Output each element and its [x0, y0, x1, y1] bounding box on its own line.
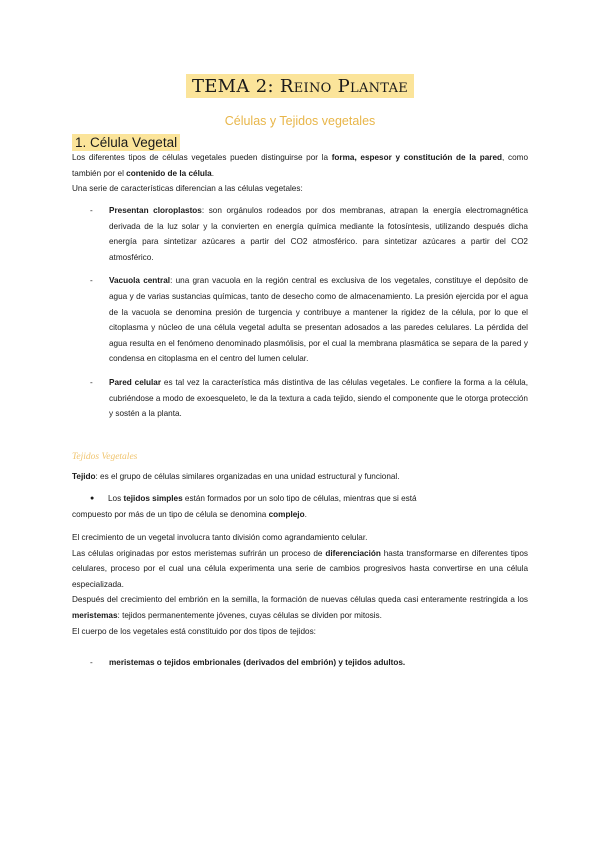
text-run: hasta transformarse en diferentes tipos celulares, proceso por el cual una célula experimenta una serie de cambios progresivos hasta convertirse en una célula especializada. [72, 548, 529, 589]
bullet-marker: ● [90, 495, 95, 502]
list-item-text [109, 276, 528, 363]
bold-text-run: Presentan cloroplastos [109, 206, 202, 215]
bold-text-run: Vacuola central [109, 276, 171, 286]
intro-block [72, 150, 528, 197]
crecimiento-block [72, 530, 528, 639]
section-heading-tejidos: Tejidos Vegetales [72, 452, 138, 462]
paragraph-crecimiento [72, 530, 528, 546]
dash-marker: - [90, 377, 93, 387]
text-run: Después del crecimiento del embrión en la semilla, la formación de nuevas células queda casi enteramente restringida a los [72, 595, 528, 605]
section-heading-celula-vegetal: 1. Célula Vegetal [72, 134, 180, 151]
list-item-text [109, 658, 405, 667]
tejidos-simples-text [108, 494, 417, 503]
page-subtitle: Células y Tejidos vegetales [224, 114, 376, 128]
text-run: : una gran vacuola en la región central es exclusiva de los vegetales, constituye el depósito de agua y de varias sustancias químicas, tanto de desecho como de almacenamiento. La presión ejercida por el agua de la vacuola se denomina presión de turgencia y contribuye a mantener la rigidez de la célula, por lo que el citoplasma y núcleo de una célula vegetal adulta se presentan adosados a las paredes celulares. La pérdida del agua resulta en el fenómeno denominado plasmólisis, por el cual la membrana plasmática se separa de la pared y condensa en citoplasma en el centro del lumen celular. [109, 276, 528, 364]
dash-marker: - [90, 206, 93, 215]
list-item-meristemas [72, 655, 528, 671]
text-run: El crecimiento de un vegetal involucra tanto división como agrandamiento celular. [72, 533, 368, 542]
bold-text-run: tejidos simples [123, 494, 183, 503]
text-run: : es el grupo de células similares organizadas en una unidad estructural y funcional. [95, 472, 400, 481]
tejido-paragraph [72, 469, 528, 485]
text-run: . [211, 168, 214, 178]
paragraph-tipos-tejidos [72, 624, 528, 640]
text-run: Los diferentes tipos de células vegetales pueden distinguirse por la [72, 153, 332, 162]
bold-text-run: contenido de la célula [126, 168, 212, 178]
bold-text-run: Pared celular [109, 377, 162, 387]
bold-text-run: meristemas o tejidos embrionales (derivados del embrión) y tejidos adultos. [109, 658, 406, 667]
tejido-definition [72, 469, 528, 485]
list-item-cloroplastos [72, 203, 528, 265]
section-heading-container [72, 132, 180, 151]
text-run: . [304, 509, 307, 519]
list-item-pared [72, 375, 528, 422]
text-run: Las células originadas por estos meristemas sufrirán un proceso de [72, 548, 326, 558]
tejidos-simples-line [72, 491, 528, 507]
tejidos-simples-block [72, 491, 528, 522]
intro-paragraph-2: Una serie de características diferencian a las células vegetales: [72, 184, 303, 194]
paragraph-meristemas [72, 592, 528, 623]
tejidos-simples-line-2 [72, 507, 528, 523]
list-item-text [109, 378, 528, 418]
characteristics-list [72, 203, 528, 422]
intro-paragraph [72, 150, 528, 181]
text-run: Los [108, 494, 124, 503]
page-title: TEMA 2: Reino Plantae [186, 74, 414, 98]
tipos-tejidos-list [72, 655, 528, 671]
text-run: están formados por un solo tipo de células, mientras que si está [182, 494, 417, 503]
dash-marker: - [90, 276, 93, 286]
list-item-text [109, 206, 528, 262]
text-run: es tal vez la característica más distintiva de las células vegetales. Le confiere la forma a la célula, cubriéndose a modo de exoesqueleto, le da la textura a cada tejido, siendo el componente que le otorga protección y sostén a la planta. [109, 377, 528, 419]
text-run: , como también por el [72, 153, 528, 178]
bold-text-run: meristemas [72, 610, 118, 620]
text-run: compuesto por más de un tipo de célula se denomina [72, 509, 269, 519]
bold-text-run: diferenciación [325, 548, 381, 558]
text-run: : son orgánulos rodeados por dos membranas, atrapan la energía electromagnética derivada de la luz solar y la convierten en energía química mediante la fotosíntesis, utilizando después dicha energía para sintetizar azúcares a partir del CO2 atmosférico. para sintetizar azúcares a partir del CO2 atmosférico. [109, 206, 529, 262]
list-item-vacuola [72, 273, 528, 367]
bold-text-run: forma, espesor y constitución de la pared [331, 153, 503, 162]
dash-marker: - [90, 658, 93, 667]
text-run: El cuerpo de los vegetales está constituido por dos tipos de tejidos: [72, 626, 316, 636]
text-run: : tejidos permanentemente jóvenes, cuyas células se dividen por mitosis. [117, 610, 382, 620]
bold-text-run: complejo [268, 509, 305, 519]
title-container [0, 74, 600, 98]
bold-text-run: Tejido [72, 472, 96, 481]
paragraph-diferenciacion [72, 546, 528, 593]
